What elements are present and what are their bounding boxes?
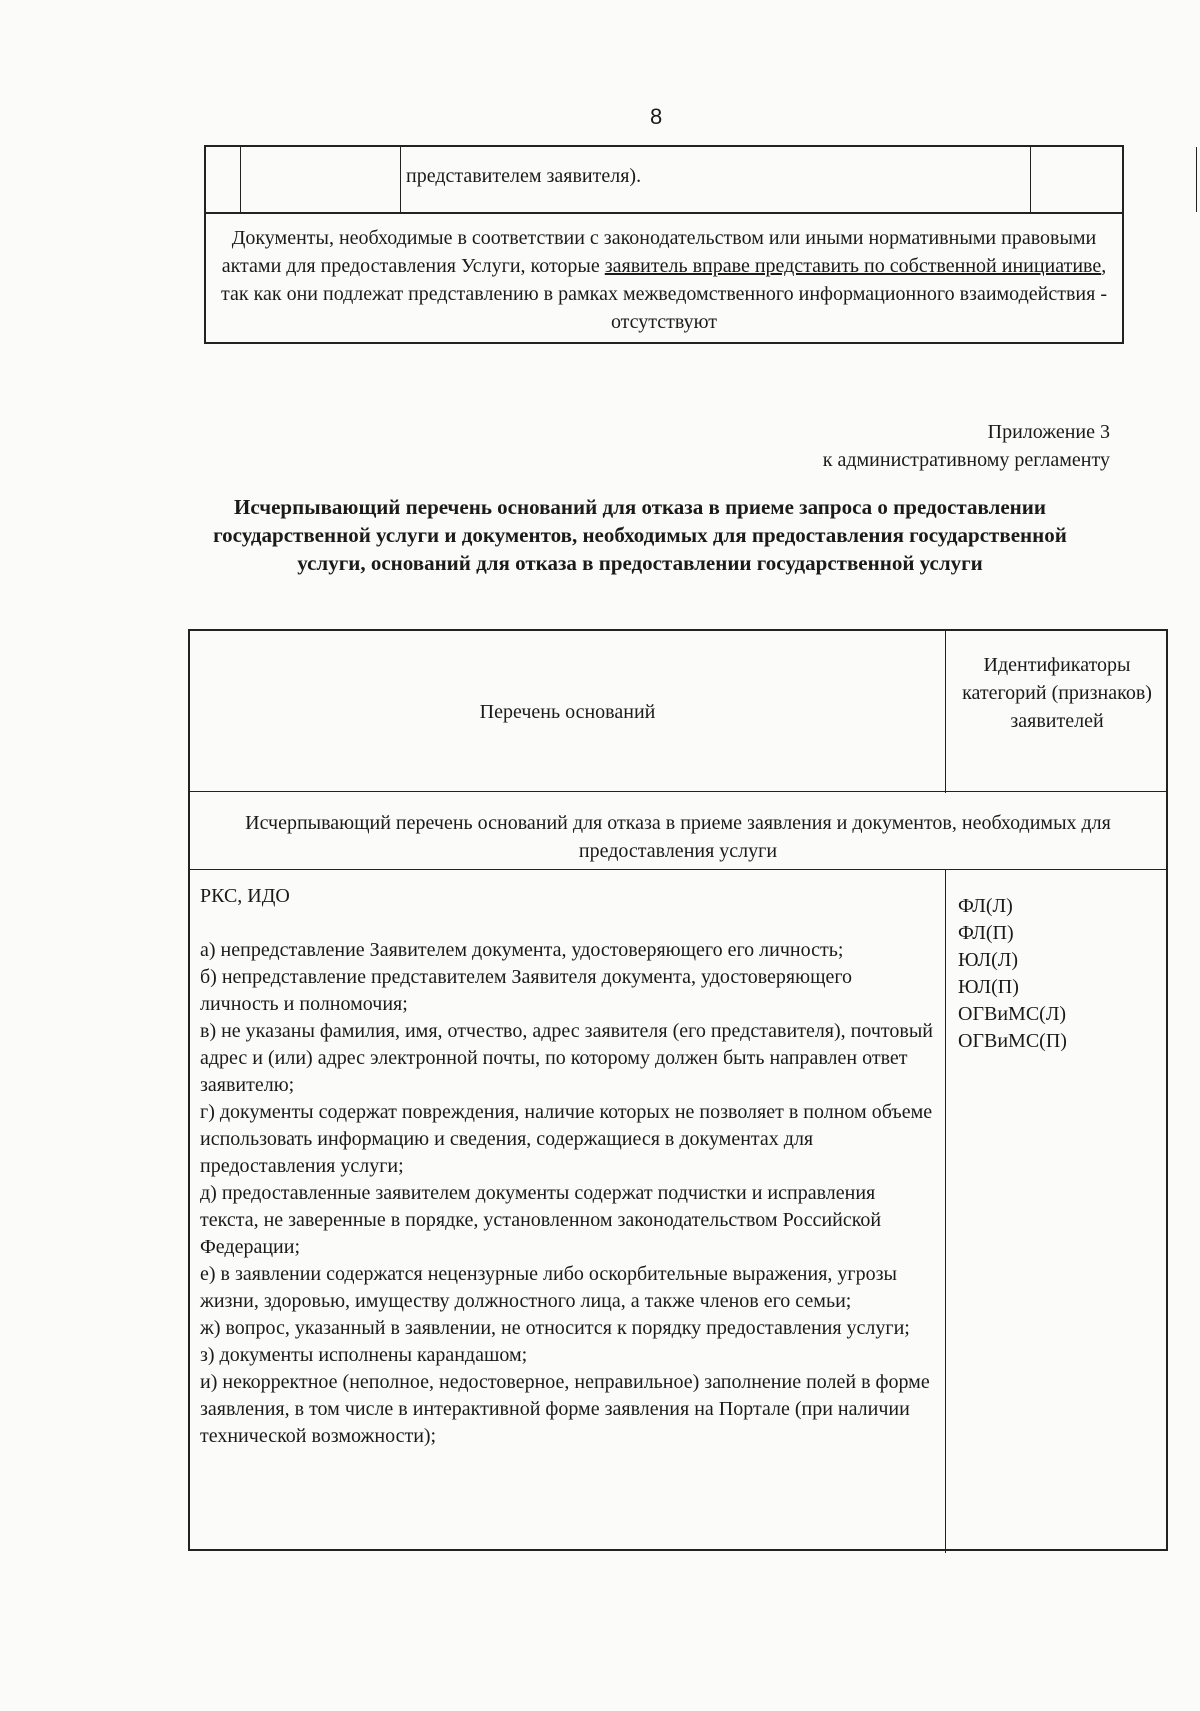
row-divider	[190, 869, 1166, 870]
top-table-row	[206, 147, 1122, 214]
table-cell	[206, 147, 241, 212]
identifier-item: ЮЛ(П)	[958, 976, 1019, 998]
identifier-item: ОГВиМС(П)	[958, 1030, 1067, 1052]
list-item: з) документы исполнены карандашом;	[200, 1344, 528, 1366]
grounds-lead: РКС, ИДО	[200, 885, 290, 907]
top-table-note	[206, 212, 1122, 342]
header-grounds: Перечень оснований	[479, 701, 656, 723]
note-underlined-text: заявитель вправе представить по собственной инициативе	[604, 255, 1102, 277]
appendix-line1: Приложение 3	[987, 421, 1110, 443]
list-item: и) некорректное (неполное, недостоверное, неправильное) заполнение полей в форме заявления, в том числе в интерактивной форме заявления на Портале (при наличии технической возможности);	[200, 1371, 930, 1447]
header-identifiers: Идентификаторы категорий (признаков) заявителей	[962, 654, 1152, 732]
grounds-list	[200, 883, 935, 1450]
column-divider	[945, 869, 946, 1553]
row-divider	[190, 791, 1166, 792]
list-item: а) непредставление Заявителем документа, удостоверяющего его личность;	[200, 939, 844, 961]
list-item: д) предоставленные заявителем документы содержат подчистки и исправления текста, не заверенные в порядке, установленном законодательством Российской Федерации;	[200, 1182, 882, 1258]
identifier-item: ЮЛ(Л)	[958, 949, 1019, 971]
list-item: в) не указаны фамилия, имя, отчество, адрес заявителя (его представителя), почтовый адрес и (или) адрес электронной почты, по которому должен быть направлен ответ заявителю;	[200, 1020, 933, 1096]
appendix-line2: к административному регламенту	[822, 449, 1110, 471]
list-item: г) документы содержат повреждения, наличие которых не позволяет в полном объеме использовать информацию и сведения, содержащиеся в документах для предоставления услуги;	[200, 1101, 933, 1177]
identifier-item: ФЛ(Л)	[958, 895, 1013, 917]
document-heading: Исчерпывающий перечень оснований для отказа в приеме запроса о предоставлении государственной услуги и документов, необходимых для предоставления государственной услуги, оснований для отказа в предоставлении государственной услуги	[213, 495, 1067, 575]
row-text: представителем заявителя).	[406, 165, 642, 187]
table-cell	[1030, 147, 1197, 212]
list-item: е) в заявлении содержатся нецензурные либо оскорбительные выражения, угрозы жизни, здоровью, имуществу должностного лица, а также членов его семьи;	[200, 1263, 897, 1312]
section-title: Исчерпывающий перечень оснований для отказа в приеме заявления и документов, необходимых для предоставления услуги	[245, 812, 1111, 862]
note-text: Документы, необходимые в соответствии с законодательством или иными нормативными правовыми актами для предоставления Услуги, которые	[221, 227, 1097, 277]
identifier-item: ФЛ(П)	[958, 922, 1014, 944]
list-item: ж) вопрос, указанный в заявлении, не относится к порядку предоставления услуги;	[200, 1317, 910, 1339]
list-item: б) непредставление представителем Заявителя документа, удостоверяющего личность и полномочия;	[200, 966, 853, 1015]
grounds-table	[188, 629, 1168, 1551]
top-table	[204, 145, 1124, 344]
table-cell	[240, 147, 401, 212]
identifier-item: ОГВиМС(Л)	[958, 1003, 1067, 1025]
page-number: 8	[650, 104, 663, 129]
note-text-end: , так как они подлежат представлению в рамках межведомственного информационного взаимодействия - отсутствуют	[221, 255, 1107, 333]
column-divider	[945, 631, 946, 793]
identifier-list	[958, 893, 1067, 1055]
appendix-label	[823, 418, 1110, 474]
